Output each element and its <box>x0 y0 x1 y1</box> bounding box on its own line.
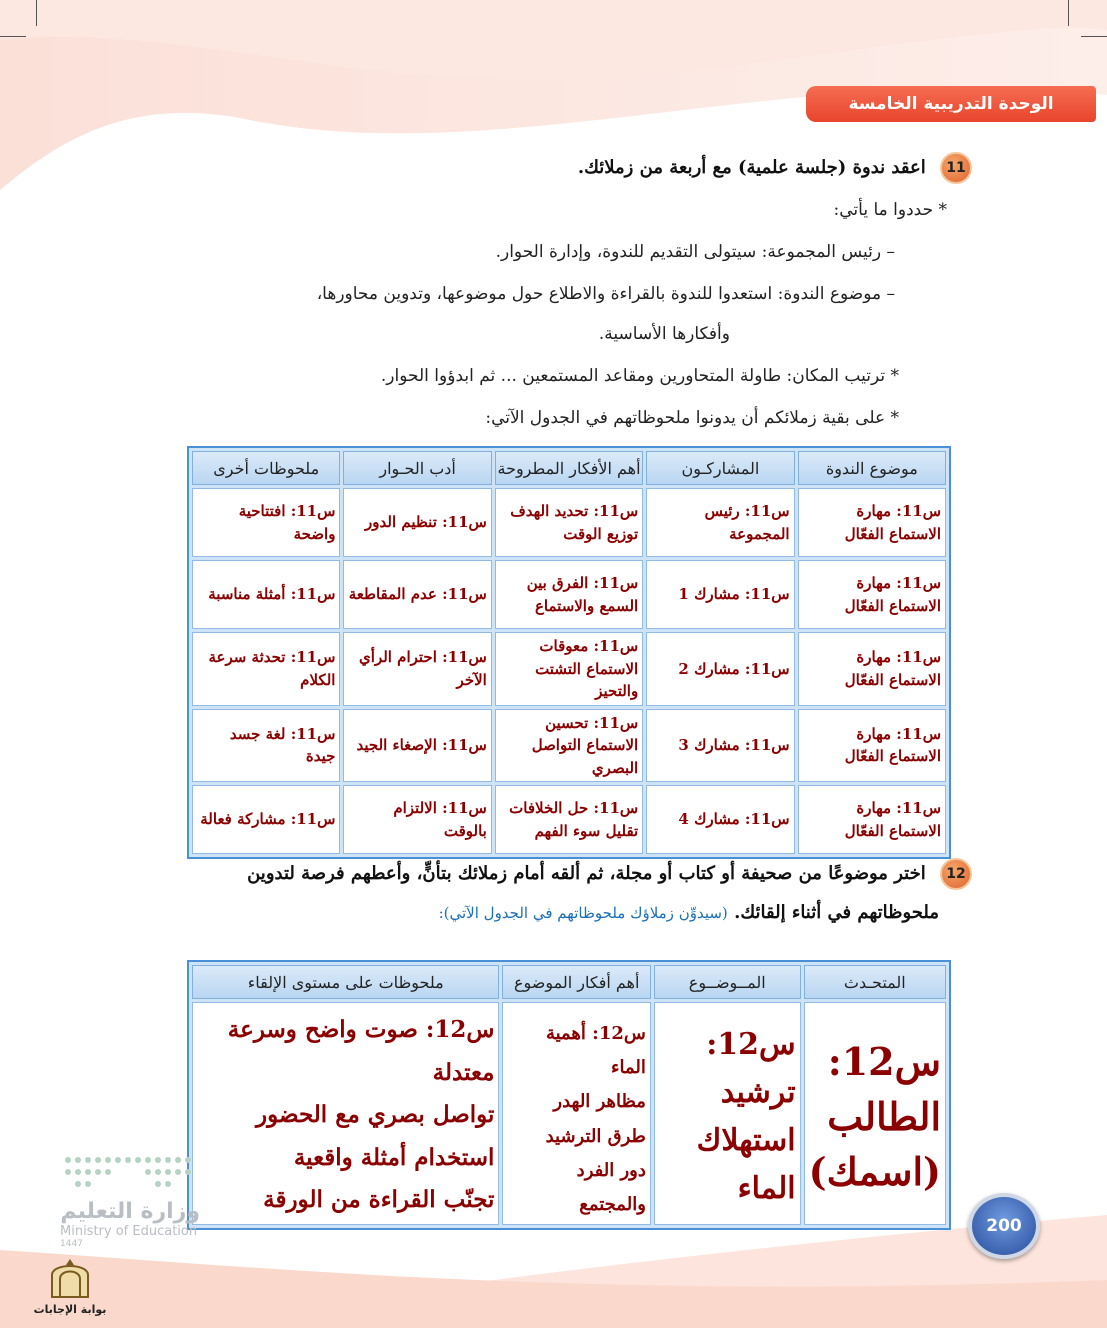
delivery-note: معتدلة <box>432 1058 495 1086</box>
column-header: أهم أفكار الموضوع <box>502 965 650 999</box>
instruction-line: * حددوا ما يأتي: <box>833 200 947 220</box>
table-cell: س11: لغة جسد جيدة <box>192 709 340 783</box>
delivery-note: تواصل بصري مع الحضور <box>256 1101 495 1129</box>
table-cell: س11: افتتاحية واضحة <box>192 488 340 557</box>
table-row <box>192 488 946 557</box>
table-cell: س11: مشاركة فعالة <box>192 785 340 854</box>
column-header: موضوع الندوة <box>798 451 946 485</box>
table-cell: س11: مهارة الاستماع الفعّال <box>798 560 946 629</box>
table-cell: س11: الإصغاء الجيد <box>343 709 491 783</box>
column-header: ملحوظات على مستوى الإلقاء <box>192 965 499 999</box>
ministry-year: 1447 <box>60 1239 83 1249</box>
table-header-row <box>192 451 946 485</box>
question-12-number: 12 <box>940 858 972 890</box>
instruction-line: وأفكارها الأساسية. <box>598 324 730 344</box>
table-cell: س11: مهارة الاستماع الفعّال <box>798 785 946 854</box>
table-cell: س11: مشارك 4 <box>646 785 794 854</box>
question-12-line1: اختر موضوعًا من صحيفة أو كتاب أو مجلة، ثم ألقه أمام زملائك بتأنٍّ، وأعطهم فرصة لتدوين <box>247 863 926 884</box>
delivery-note: س12: صوت واضح وسرعة <box>227 1016 495 1044</box>
table-cell: س11: مهارة الاستماع الفعّال <box>798 632 946 706</box>
column-header: المشاركـون <box>646 451 794 485</box>
table-cell: س11: معوقات الاستماع التشتت والتحيز <box>495 632 643 706</box>
table-cell: س11: عدم المقاطعة <box>343 560 491 629</box>
unit-title-tab: الوحدة التدريبية الخامسة <box>806 86 1096 122</box>
table-row <box>192 785 946 854</box>
delivery-notes-cell <box>192 1002 499 1225</box>
table-cell: س11: مشارك 2 <box>646 632 794 706</box>
topic-cell: س12: ترشيد استهلاك الماء <box>654 1002 801 1225</box>
idea-item: دور الفرد <box>576 1159 646 1181</box>
table-cell: س11: مشارك 1 <box>646 560 794 629</box>
question-11-heading <box>578 152 972 184</box>
delivery-note: استخدام أمثلة واقعية <box>293 1143 495 1171</box>
speaker-cell: س12: الطالب (اسمك) <box>804 1002 946 1225</box>
ministry-of-education-watermark <box>60 1150 200 1249</box>
column-header: أدب الحـوار <box>343 451 491 485</box>
column-header: المــوضــوع <box>654 965 801 999</box>
table-cell: س11: أمثلة مناسبة <box>192 560 340 629</box>
gate-arch-icon <box>48 1255 92 1299</box>
table-row <box>192 1002 946 1225</box>
instruction-line: – رئيس المجموعة: سيتولى التقديم للندوة، وإدارة الحوار. <box>495 242 895 262</box>
ministry-dots-logo-icon <box>60 1150 200 1195</box>
question-12-line2: ملحوظاتهم في أثناء إلقائك. <box>734 902 939 923</box>
idea-item: س12: أهمية الماء <box>545 1023 646 1079</box>
question-12-note: (سيدوِّن زملاؤك ملحوظاتهم في الجدول الآتي): <box>438 904 728 922</box>
delivery-note: تجنّب القراءة من الورقة <box>263 1186 495 1214</box>
table-cell: س11: مشارك 3 <box>646 709 794 783</box>
table-cell: س11: الفرق بين السمع والاستماع <box>495 560 643 629</box>
question-12-heading <box>247 858 972 890</box>
seminar-notes-table <box>187 446 951 859</box>
idea-item: والمجتمع <box>579 1193 646 1215</box>
table-cell: س11: مهارة الاستماع الفعّال <box>798 488 946 557</box>
instruction-line: * على بقية زملائكم أن يدونوا ملحوظاتهم في الجدول الآتي: <box>485 408 899 428</box>
table-cell: س11: مهارة الاستماع الفعّال <box>798 709 946 783</box>
page-number-badge: 200 <box>968 1193 1040 1259</box>
answers-gate-logo <box>30 1255 110 1316</box>
ministry-name-english: Ministry of Education <box>60 1224 198 1239</box>
ministry-name-arabic: وزارة التعليم <box>60 1199 200 1224</box>
table-cell: س11: تحديد الهدف توزيع الوقت <box>495 488 643 557</box>
table-row <box>192 560 946 629</box>
column-header: ملحوظات أخرى <box>192 451 340 485</box>
idea-item: مظاهر الهدر <box>553 1091 646 1113</box>
table-header-row <box>192 965 946 999</box>
ideas-cell <box>502 1002 650 1225</box>
table-cell: س11: تنظيم الدور <box>343 488 491 557</box>
question-12-line2-block <box>439 902 939 923</box>
table-row <box>192 632 946 706</box>
table-cell: س11: تحدثة سرعة الكلام <box>192 632 340 706</box>
speech-notes-table <box>187 960 951 1230</box>
table-row <box>192 709 946 783</box>
table-cell: س11: الالتزام بالوقت <box>343 785 491 854</box>
instruction-line: * ترتيب المكان: طاولة المتحاورين ومقاعد المستمعين ... ثم ابدؤوا الحوار. <box>380 366 899 386</box>
idea-item: طرق الترشيد <box>545 1125 646 1147</box>
column-header: أهم الأفكار المطروحة <box>495 451 643 485</box>
table-cell: س11: تحسين الاستماع التواصل البصري <box>495 709 643 783</box>
question-11-title: اعقد ندوة (جلسة علمية) مع أربعة من زملائك. <box>577 157 926 178</box>
table-cell: س11: احترام الرأي الآخر <box>343 632 491 706</box>
question-11-number: 11 <box>940 152 972 184</box>
column-header: المتحـدث <box>804 965 946 999</box>
table-cell: س11: رئيس المجموعة <box>646 488 794 557</box>
instruction-line: – موضوع الندوة: استعدوا للندوة بالقراءة والاطلاع حول موضوعها، وتدوين محاورها، <box>316 284 895 304</box>
table-cell: س11: حل الخلافات تقليل سوء الفهم <box>495 785 643 854</box>
answers-gate-label: بوابة الإجابات <box>33 1303 107 1316</box>
